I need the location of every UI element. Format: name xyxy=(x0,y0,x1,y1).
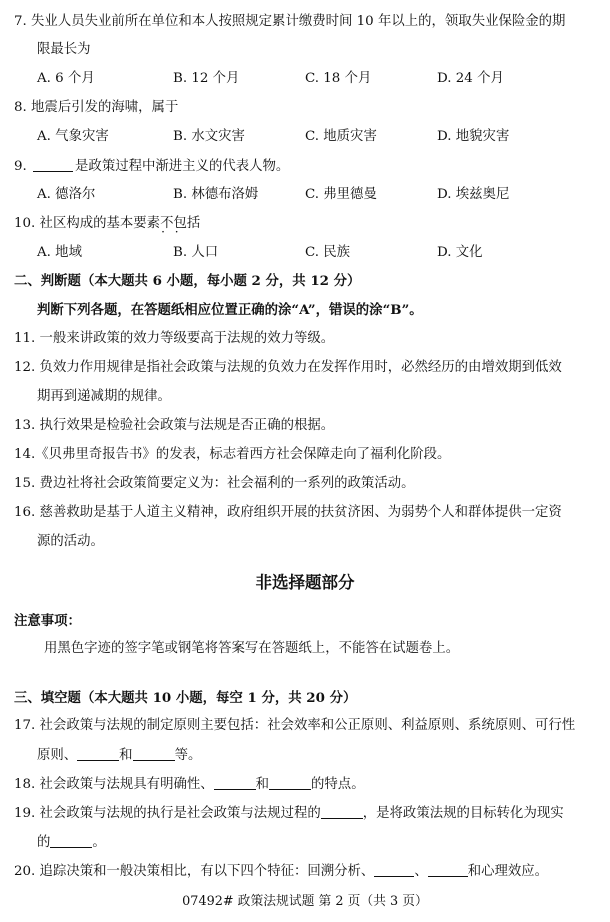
option-b: B. 林德布洛姆 xyxy=(173,187,259,202)
question-11-text: 11. 一般来讲政策的效力等级要高于法规的效力等级。 xyxy=(14,331,335,346)
option-c: C. 民族 xyxy=(305,245,351,260)
question-7-text-line2: 限最长为 xyxy=(37,42,91,57)
option-d: D. 埃兹奥尼 xyxy=(437,187,510,202)
text-segment: 19. 社会政策与法规的执行是社会政策与法规过程的 xyxy=(14,806,321,821)
question-19-text-line2 xyxy=(37,833,106,852)
question-12-text-line1: 12. 负效力作用规律是指社会政策与法规的负效力在发挥作用时，必然经历的由增效期到低效 xyxy=(14,360,562,375)
option-c: C. 18 个月 xyxy=(305,71,372,86)
answer-blank xyxy=(374,862,414,877)
option-d: D. 文化 xyxy=(437,245,483,260)
question-13-text: 13. 执行效果是检验社会政策与法规是否正确的根据。 xyxy=(14,418,335,433)
question-16-text-line1: 16. 慈善救助是基于人道主义精神，政府组织开展的扶贫济困、为弱势个人和群体提供一定资 xyxy=(14,505,562,520)
question-17-text-line2 xyxy=(37,746,201,765)
page-footer: 07492# 政策法规试题 第 2 页（共 3 页） xyxy=(182,894,428,909)
question-15-text: 15. 费边社将社会政策简要定义为：社会福利的一系列的政策活动。 xyxy=(14,476,415,491)
text-segment: 20. 追踪决策和一般决策相比，有以下四个特征：回溯分析、 xyxy=(14,864,375,879)
question-14-text: 14.《贝弗里奇报告书》的发表，标志着西方社会保障走向了福利化阶段。 xyxy=(14,447,451,462)
option-a: A. 地域 xyxy=(37,245,82,260)
text-segment: 和 xyxy=(255,777,270,792)
question-16-text-line2: 源的活动。 xyxy=(37,534,104,549)
question-stem-end: 括 xyxy=(186,216,201,231)
question-8-text: 8. 地震后引发的海啸，属于 xyxy=(14,100,179,115)
question-12-text-line2: 期再到递减期的规律。 xyxy=(37,389,171,404)
answer-blank xyxy=(428,862,468,877)
text-segment: 原则、 xyxy=(37,748,78,763)
question-18-text xyxy=(14,775,365,794)
question-20-text xyxy=(14,862,548,881)
option-c: C. 地质灾害 xyxy=(305,129,377,144)
answer-blank xyxy=(33,157,73,172)
option-b: B. 水文灾害 xyxy=(173,129,245,144)
answer-blank xyxy=(50,833,92,848)
question-stem: 10. 社区构成的基本要素 xyxy=(14,216,161,231)
section-3-header: 三、填空题（本大题共 10 小题，每空 1 分，共 20 分） xyxy=(14,690,357,706)
text-segment: ，是将政策法规的目标转化为现实 xyxy=(362,806,564,821)
text-segment: 和心理效应。 xyxy=(467,864,549,879)
answer-blank xyxy=(77,746,119,761)
text-segment: 、 xyxy=(414,864,428,879)
text-segment: 18. 社会政策与法规具有明确性、 xyxy=(14,777,214,792)
option-b: B. 12 个月 xyxy=(173,71,240,86)
option-a: A. 6 个月 xyxy=(37,71,95,86)
option-d: D. 24 个月 xyxy=(437,71,504,86)
question-7-text-line1: 7. 失业人员失业前所在单位和本人按照规定累计缴费时间 10 年以上的，领取失业保险金的期 xyxy=(14,14,566,29)
question-number: 9. xyxy=(14,159,27,174)
text-segment: 等。 xyxy=(174,748,202,763)
question-stem: 是政策过程中渐进主义的代表人物。 xyxy=(75,159,290,174)
answer-blank xyxy=(321,804,363,819)
text-segment: 的 xyxy=(37,835,51,850)
question-19-text-line1 xyxy=(14,804,564,823)
text-segment: 和 xyxy=(119,748,133,763)
option-a: A. 德洛尔 xyxy=(37,187,96,202)
question-9-text xyxy=(14,157,289,176)
text-segment: 。 xyxy=(92,835,106,850)
option-d: D. 地貌灾害 xyxy=(437,129,510,144)
text-segment: 的特点。 xyxy=(311,777,365,792)
question-17-text-line1: 17. 社会政策与法规的制定原则主要包括：社会效率和公正原则、利益原则、系统原则、可行性 xyxy=(14,718,576,733)
notice-text: 用黑色字迹的签字笔或钢笔将答案写在答题纸上，不能答在试题卷上。 xyxy=(44,641,460,656)
answer-blank xyxy=(214,775,256,790)
section-2-instruction: 判断下列各题，在答题纸相应位置正确的涂“A”，错误的涂“B”。 xyxy=(37,302,423,318)
section-2-header: 二、判断题（本大题共 6 小题，每小题 2 分，共 12 分） xyxy=(14,273,361,289)
answer-blank xyxy=(133,746,175,761)
part-title: 非选择题部分 xyxy=(255,573,355,592)
option-b: B. 人口 xyxy=(173,245,219,260)
option-c: C. 弗里德曼 xyxy=(305,187,377,202)
option-a: A. 气象灾害 xyxy=(37,129,109,144)
notice-label: 注意事项： xyxy=(14,613,81,629)
answer-blank xyxy=(269,775,311,790)
question-10-text xyxy=(14,215,200,233)
emphasis-text: 不包 · · xyxy=(160,216,187,231)
